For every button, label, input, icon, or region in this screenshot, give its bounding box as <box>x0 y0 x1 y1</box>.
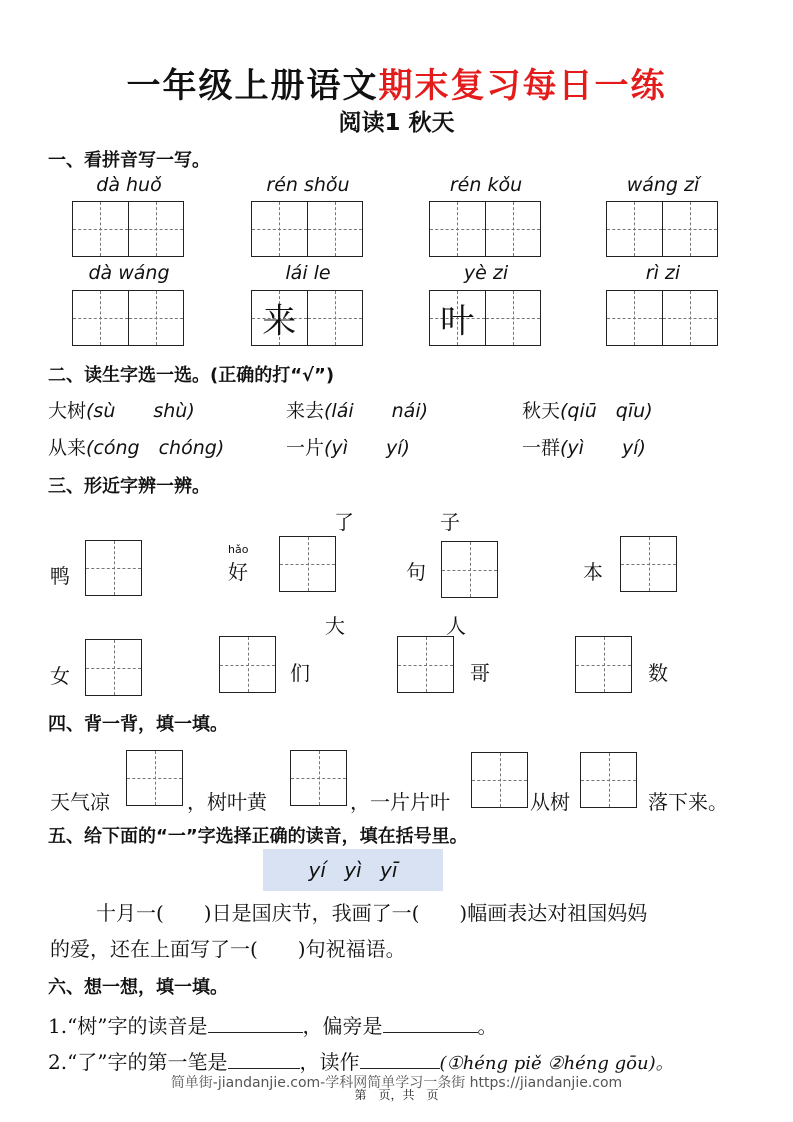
base-char: 数 <box>648 661 668 685</box>
paragraph-line: 十月一( )日是国庆节，我画了一( )幅画表达对祖国妈妈 <box>96 901 648 925</box>
page-number: 第 页，共 页 <box>354 1088 439 1102</box>
base-char: 们 <box>290 661 310 685</box>
choice-item[interactable]: 来去(lái nái) <box>286 400 429 422</box>
hint-char: 人 <box>446 614 466 638</box>
answer-box[interactable] <box>219 636 276 693</box>
answer-blank[interactable] <box>228 1048 300 1069</box>
answer-box[interactable] <box>290 750 347 806</box>
pinyin-label: wáng zǐ <box>626 174 700 196</box>
choice-item[interactable]: 一片(yì yí) <box>286 437 410 459</box>
answer-box[interactable] <box>85 639 142 696</box>
answer-box[interactable] <box>85 540 142 596</box>
writing-grid[interactable] <box>429 201 541 257</box>
answer-box[interactable] <box>279 536 336 592</box>
answer-blank[interactable] <box>383 1012 478 1033</box>
answer-box[interactable] <box>471 752 528 808</box>
hint-char: 大 <box>325 614 345 638</box>
answer-box[interactable] <box>620 536 677 592</box>
hint-char: 了 <box>334 510 354 534</box>
page-title <box>0 58 793 107</box>
base-char: 句 <box>406 560 426 584</box>
choice-item[interactable]: 从来(cóng chóng) <box>48 437 225 459</box>
writing-grid[interactable] <box>251 201 363 257</box>
choice-item[interactable]: 秋天(qiū qīu) <box>522 400 653 422</box>
poem-text: ，树叶黄 <box>187 790 267 814</box>
base-char: 女 <box>50 664 70 688</box>
question-2: 2.“了”字的第一笔是 ，读作 (①héng piě ②héng gōu)。 <box>48 1050 674 1074</box>
pinyin-label: lái le <box>285 262 331 284</box>
base-char: 好 <box>228 560 248 584</box>
title-red: 期末复习每日一练 <box>378 66 667 106</box>
reading-options: yí yì yī <box>263 849 443 891</box>
section5-title: 五、给下面的“一”字选择正确的读音，填在括号里。 <box>48 826 468 847</box>
poem-text: 从树 <box>530 790 570 814</box>
section3-title: 三、形近字辨一辨。 <box>48 476 210 497</box>
writing-grid[interactable] <box>606 201 718 257</box>
pinyin-label: yè zi <box>463 262 509 284</box>
answer-box[interactable] <box>397 636 454 693</box>
pinyin-label: dà wáng <box>88 262 170 284</box>
answer-box[interactable] <box>580 752 637 808</box>
base-char: 鸭 <box>50 564 70 588</box>
writing-grid[interactable]: 来 <box>251 290 363 346</box>
section1-title: 一、看拼音写一写。 <box>48 150 210 171</box>
writing-grid[interactable] <box>72 290 184 346</box>
paragraph-line: 的爱，还在上面写了一( )句祝福语。 <box>50 937 406 961</box>
pinyin-label: dà huǒ <box>96 174 162 196</box>
answer-box[interactable] <box>126 750 183 806</box>
base-char: 哥 <box>470 661 490 685</box>
answer-box[interactable] <box>441 541 498 598</box>
answer-blank[interactable] <box>360 1048 440 1069</box>
writing-grid[interactable] <box>72 201 184 257</box>
base-char: 本 <box>583 560 603 584</box>
writing-grid[interactable]: 叶 <box>429 290 541 346</box>
title-black: 一年级上册语文 <box>126 66 379 106</box>
poem-text: 天气凉 <box>50 790 110 814</box>
section4-title: 四、背一背，填一填。 <box>48 714 228 735</box>
watermark: 简单街-jiandanjie.com-学科网简单学习一条街 https://jiandanjie.com <box>170 1075 623 1091</box>
pinyin-label: rén shǒu <box>266 174 350 196</box>
pinyin-label: rén kǒu <box>449 174 523 196</box>
poem-text: 落下来。 <box>648 790 728 814</box>
choice-item[interactable]: 一群(yì yí) <box>522 437 646 459</box>
answer-blank[interactable] <box>208 1012 303 1033</box>
pinyin-label: rì zi <box>645 262 681 284</box>
hint-char: 子 <box>440 510 460 534</box>
pinyin-hao: hǎo <box>228 543 249 556</box>
writing-grid[interactable] <box>606 290 718 346</box>
answer-box[interactable] <box>575 636 632 693</box>
choice-item[interactable]: 大树(sù shù) <box>48 400 195 422</box>
poem-text: ，一片片叶 <box>350 790 450 814</box>
section2-title: 二、读生字选一选。(正确的打“√”) <box>48 365 335 386</box>
page-subtitle: 阅读1 秋天 <box>338 110 455 136</box>
question-1: 1.“树”字的读音是 ，偏旁是 。 <box>48 1014 498 1038</box>
section6-title: 六、想一想，填一填。 <box>48 977 228 998</box>
